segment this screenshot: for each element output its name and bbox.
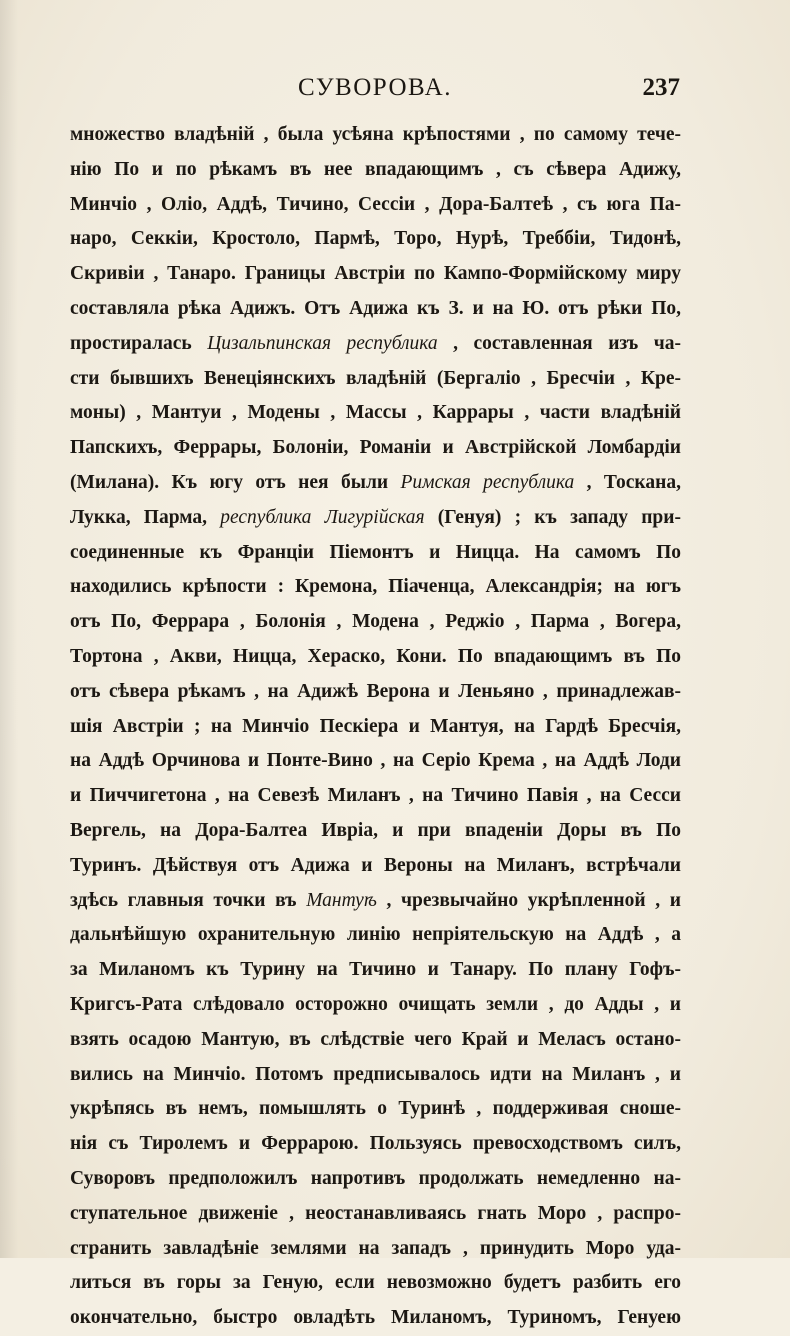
text-line xyxy=(70,1301,681,1336)
italic-text: Цизальпинская республика xyxy=(207,332,438,354)
text-segment: Кригсъ-Рата слѣдовало осторожно очищать земли , до Адды , и xyxy=(70,993,681,1015)
text-segment: литься въ горы за Геную, если невозможно будетъ разбить его xyxy=(70,1272,681,1294)
text-segment: находились крѣпости : Кремона, Піаченца, Александрія; на югъ xyxy=(70,576,681,598)
text-segment: Скривіи , Танаро. Границы Австріи по Кампо-Формійскому миру xyxy=(70,263,681,285)
text-segment: , составленная изъ ча- xyxy=(437,332,681,354)
text-line xyxy=(70,257,681,292)
text-segment: укрѣпясь въ немъ, помышлять о Туринѣ , поддерживая сноше- xyxy=(70,1098,681,1120)
body-text xyxy=(70,118,681,1336)
text-line xyxy=(70,466,681,501)
text-segment: наро, Секкіи, Кростоло, Пармѣ, Торо, Нурѣ, Треббіи, Тидонѣ, xyxy=(70,228,681,250)
text-line xyxy=(70,1266,681,1301)
running-head: СУВОРОВА. xyxy=(298,74,452,101)
page-header xyxy=(70,74,680,104)
text-line xyxy=(70,1197,681,1232)
text-line xyxy=(70,675,681,710)
text-segment: окончательно, быстро овладѣть Миланомъ, Туриномъ, Генуею xyxy=(70,1307,681,1329)
text-segment: , Тоскана, xyxy=(574,471,681,493)
text-line xyxy=(70,222,681,257)
text-segment: сти бывшихъ Венеціянскихъ владѣній (Бергаліо , Бресчіи , Кре- xyxy=(70,367,681,389)
text-segment: отъ По, Феррара , Болонія , Модена , Реджіо , Парма , Вогера, xyxy=(70,611,681,633)
text-line xyxy=(70,188,681,223)
text-segment: и Пиччигетона , на Севезѣ Миланъ , на Тичино Павія , на Сесси xyxy=(70,785,681,807)
text-segment: Папскихъ, Феррары, Болоніи, Романіи и Австрійской Ломбардіи xyxy=(70,437,681,459)
text-line xyxy=(70,1162,681,1197)
page-edge-shadow xyxy=(0,0,18,1258)
text-segment: , чрезвычайно укрѣпленной , и xyxy=(376,889,681,911)
text-line xyxy=(70,953,681,988)
text-line xyxy=(70,431,681,466)
text-segment: Лукка, Парма, xyxy=(70,506,221,528)
italic-text: Мантуѣ xyxy=(306,889,377,911)
text-line xyxy=(70,779,681,814)
text-line xyxy=(70,744,681,779)
text-line xyxy=(70,570,681,605)
text-segment: дальнѣйшую охранительную линію непріятельскую на Аддѣ , а xyxy=(70,924,681,946)
text-line xyxy=(70,1058,681,1093)
text-line xyxy=(70,153,681,188)
italic-text: Римская республика xyxy=(400,471,575,493)
text-segment: Вергель, на Дора-Балтеа Ивріа, и при впаденіи Доры въ По xyxy=(70,819,681,841)
text-line xyxy=(70,988,681,1023)
text-line xyxy=(70,118,681,153)
text-segment: вились на Минчіо. Потомъ предписывалось идти на Миланъ , и xyxy=(70,1063,681,1085)
text-line xyxy=(70,884,681,919)
text-segment: шія Австріи ; на Минчіо Пескіера и Мантуя, на Гардѣ Бресчія, xyxy=(70,715,681,737)
text-segment: Суворовъ предположилъ напротивъ продолжать немедленно на- xyxy=(70,1167,681,1189)
text-line xyxy=(70,918,681,953)
text-segment: моны) , Мантуи , Модены , Массы , Каррары , части владѣній xyxy=(70,402,681,424)
text-line xyxy=(70,605,681,640)
text-segment: (Генуя) ; къ западу при- xyxy=(424,506,681,528)
text-segment: нію По и по рѣкамъ въ нее впадающимъ , съ сѣвера Адижу, xyxy=(70,158,681,180)
text-line xyxy=(70,640,681,675)
text-line xyxy=(70,292,681,327)
text-line xyxy=(70,1127,681,1162)
italic-text: республика Лигурійская xyxy=(220,506,425,528)
text-segment: Туринъ. Дѣйствуя отъ Адижа и Вероны на Миланъ, встрѣчали xyxy=(70,854,681,876)
text-segment: отъ сѣвера рѣкамъ , на Адижѣ Верона и Леньяно , принадлежав- xyxy=(70,680,681,702)
text-segment: здѣсь главныя точки въ xyxy=(70,889,307,911)
text-segment: за Миланомъ къ Турину на Тичино и Танару. По плану Гофъ- xyxy=(70,959,681,981)
text-line xyxy=(70,501,681,536)
text-line xyxy=(70,327,681,362)
text-line xyxy=(70,710,681,745)
text-segment: составляла рѣка Адижъ. Отъ Адижа къ З. и на Ю. отъ рѣки По, xyxy=(70,297,681,319)
text-segment: взять осадою Мантую, въ слѣдствіе чего Край и Меласъ остано- xyxy=(70,1028,681,1050)
text-segment: странить завладѣніе землями на западъ , принудить Моро уда- xyxy=(70,1237,681,1259)
text-line xyxy=(70,1232,681,1267)
text-segment: нія съ Тиролемъ и Феррарою. Пользуясь превосходствомъ силъ, xyxy=(70,1133,681,1155)
text-line xyxy=(70,362,681,397)
text-segment: ступательное движеніе , неостанавливаясь гнать Моро , распро- xyxy=(70,1202,681,1224)
text-line xyxy=(70,1092,681,1127)
text-segment: Тортона , Акви, Ницца, Хераско, Кони. По впадающимъ въ По xyxy=(70,645,681,667)
text-segment: на Аддѣ Орчинова и Понте-Вино , на Серіо Крема , на Аддѣ Лоди xyxy=(70,750,681,772)
text-line xyxy=(70,814,681,849)
text-line xyxy=(70,1023,681,1058)
page-number: 237 xyxy=(642,74,680,101)
text-segment: Минчіо , Оліо, Аддѣ, Тичино, Сессіи , Дора-Балтеѣ , съ юга Па- xyxy=(70,193,681,215)
text-segment: соединенные къ Франціи Піемонтъ и Ницца. На самомъ По xyxy=(70,541,681,563)
text-line xyxy=(70,849,681,884)
text-segment: множество владѣній , была усѣяна крѣпостями , по самому тече- xyxy=(70,124,681,145)
text-line xyxy=(70,536,681,571)
text-segment: (Милана). Къ югу отъ нея были xyxy=(70,471,401,493)
text-segment: простиралась xyxy=(70,332,208,354)
text-line xyxy=(70,396,681,431)
